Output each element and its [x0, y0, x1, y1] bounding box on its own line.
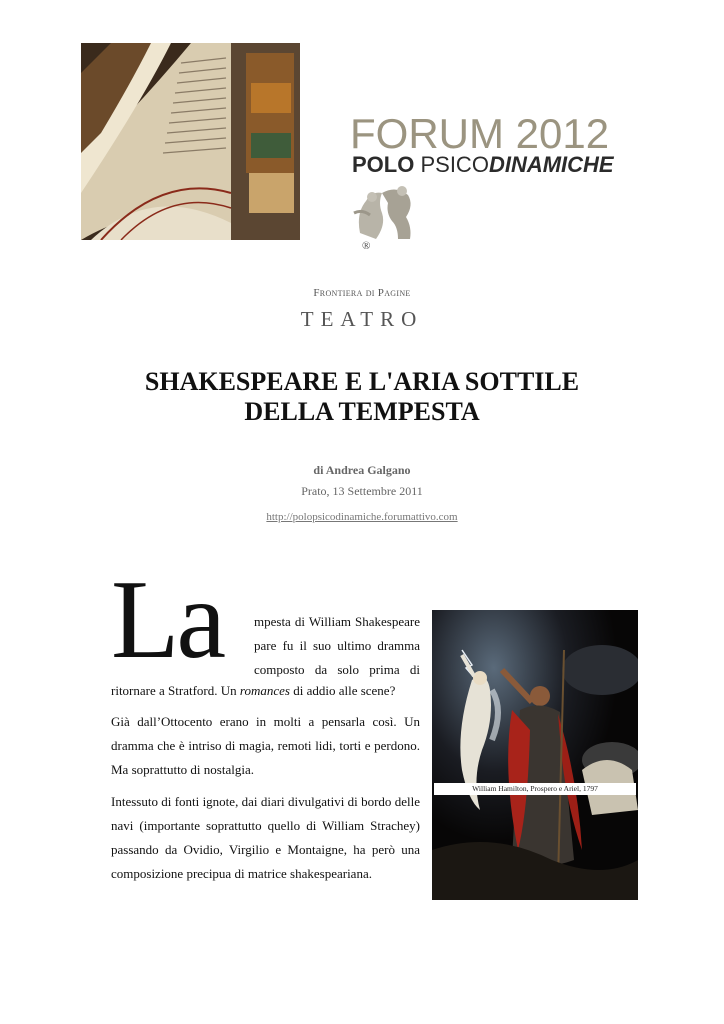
drop-cap: La: [111, 558, 224, 682]
forum-subtitle-bold: POLO: [352, 152, 415, 177]
section-label: Frontiera di Pagine: [313, 287, 411, 299]
registered-mark: ®: [362, 240, 371, 252]
paragraph-1-end-tail: di addio alle scene?: [289, 683, 396, 698]
paragraph-1-end: [111, 679, 420, 703]
forum-logo-title: FORUM 2012: [350, 110, 610, 157]
forum-link[interactable]: http://polopsicodinamiche.forumattivo.com: [266, 511, 458, 523]
painting-image: [432, 610, 638, 900]
paragraph-1-start: [254, 610, 420, 682]
article-title: [60, 367, 664, 427]
paragraph-1-end-text: ritornare a Stratford. Un: [111, 683, 240, 698]
logo-figure-icon: [352, 183, 418, 241]
paragraph-1-line-2: pare fu il suo ultimo dramma: [254, 638, 420, 653]
paragraph-2: Già dall’Ottocento erano in molti a pensarla così. Un dramma che è intriso di magia, remoti lidi, torti e perdono. Ma soprattutto di nostalgia.: [111, 714, 420, 777]
article-author: di Andrea Galgano: [313, 463, 411, 477]
article-title-line1: SHAKESPEARE E L'ARIA SOTTILE: [144, 367, 580, 396]
article-title-line2: DELLA TEMPESTA: [244, 397, 480, 426]
paragraph-1-line-3: composto da solo prima di: [254, 662, 420, 677]
paragraph-3: Intessuto di fonti ignote, dai diari divulgativi di bordo delle navi (importante soprattutto quello di William Strachey) passando da Ovidio, Virgilio e Montaigne, ha però una composizione precipua di matrice shakespeariana.: [111, 794, 420, 881]
forum-subtitle-thin: PSICO: [420, 152, 489, 177]
forum-subtitle-italic: DINAMICHE: [488, 152, 614, 177]
image-caption: William Hamilton, Prospero e Ariel, 1797: [434, 783, 636, 795]
section-name: TEATRO: [300, 307, 424, 331]
paragraph-1-italic: romances: [239, 683, 290, 698]
forum-logo-subtitle: [352, 152, 642, 178]
article-date: Prato, 13 Settembre 2011: [301, 484, 423, 498]
paragraph-1-line-1: mpesta di William Shakespeare: [254, 614, 420, 629]
book-illustration: [81, 43, 300, 240]
